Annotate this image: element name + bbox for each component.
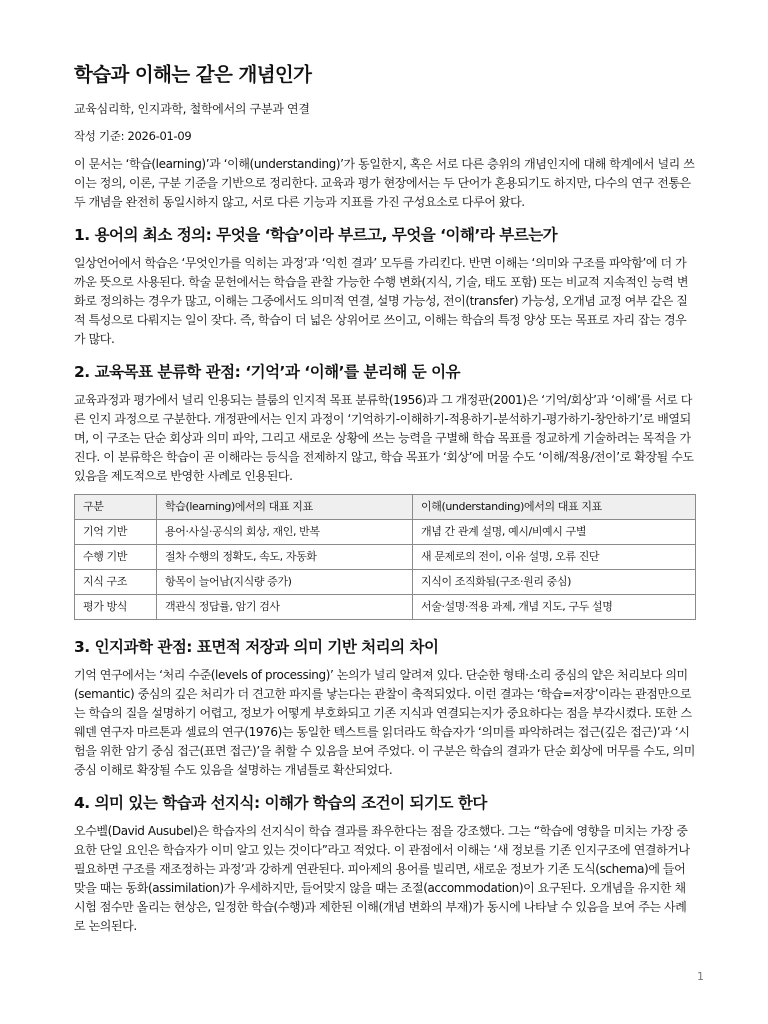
table-cell: 개념 간 관계 설명, 예시/비예시 구별 bbox=[413, 520, 696, 545]
table-cell: 기억 기반 bbox=[75, 520, 157, 545]
section-3-heading: 3. 인지과학 관점: 표면적 저장과 의미 기반 처리의 차이 bbox=[74, 638, 439, 656]
section-3-body: 기억 연구에서는 ‘처리 수준(levels of processing)’ 논의가 널리 알려져 있다. 단순한 형태·소리 중심의 얕은 처리보다 의미(semantic) 중심의 깊은 처리가 더 견고한 파지를 낳는다는 관찰이 축적되었다. 이런 결과는 ‘학습=저장’이라는 관점만으로는 학습의 질을 설명하기 어렵고, 정보가 어떻게 부호화되고 기존 지식과 연결되는지가 중요하다는 점을 부각시켰다. 또한 스웨덴 연구자 마르톤과 셀료의 연구(1976)는 동일한 텍스트를 읽더라도 학습자가 ‘의미를 파악하려는 접근(깊은 접근)’과 ‘시험을 위한 암기 중심 접근(표면 접근)’을 취할 수 있음을 보여 주었다. 이 구분은 학습의 결과가 단순 회상에 머무를 수도, 의미 중심 이해로 확장될 수도 있음을 설명하는 개념틀로 확산되었다. bbox=[74, 668, 695, 777]
table-cell: 지식 구조 bbox=[75, 570, 157, 595]
section-4-body: 오수벨(David Ausubel)은 학습자의 선지식이 학습 결과를 좌우한다는 점을 강조했다. 그는 “학습에 영향을 미치는 가장 중요한 단일 요인은 학습자가 이미 알고 있는 것이다”라고 적었다. 이 관점에서 이해는 ‘새 정보를 기존 인지구조에 연결하거나 필요하면 구조를 재조정하는 과정’과 강하게 연관된다. 피아제의 용어를 빌리면, 새로운 정보가 기존 도식(schema)에 들어맞을 때는 동화(assimilation)가 우세하지만, 들어맞지 않을 때는 조절(accommodation)이 요구된다. 오개념을 유지한 채 시험 점수만 올리는 현상은, 일정한 학습(수행)과 제한된 이해(개념 변화의 부재)가 동시에 나타날 수 있음을 보여 주는 사례로 논의된다. bbox=[74, 824, 690, 933]
table-header-row bbox=[75, 495, 696, 520]
section-2-heading: 2. 교육목표 분류학 관점: ‘기억’과 ‘이해’를 분리해 둔 이유 bbox=[74, 363, 461, 381]
table-row bbox=[75, 595, 696, 620]
table-cell: 절차 수행의 정확도, 속도, 자동화 bbox=[157, 545, 413, 570]
table-row bbox=[75, 520, 696, 545]
table-cell: 항목이 늘어남(지식량 증가) bbox=[157, 570, 413, 595]
table-header-cell: 이해(understanding)에서의 대표 지표 bbox=[413, 495, 696, 520]
table-cell: 용어·사실·공식의 회상, 재인, 반복 bbox=[157, 520, 413, 545]
document-subtitle: 교육심리학, 인지과학, 철학에서의 구분과 연결 bbox=[74, 102, 310, 116]
table-cell: 서술·설명·적용 과제, 개념 지도, 구두 설명 bbox=[413, 595, 696, 620]
table-cell: 평가 방식 bbox=[75, 595, 157, 620]
section-4-heading: 4. 의미 있는 학습과 선지식: 이해가 학습의 조건이 되기도 한다 bbox=[74, 794, 487, 812]
table-row bbox=[75, 545, 696, 570]
section-2-body: 교육과정과 평가에서 널리 인용되는 블룸의 인지적 목표 분류학(1956)과 그 개정판(2001)은 ‘기억/회상’과 ‘이해’를 서로 다른 인지 과정으로 구분한다. 개정판에서는 인지 과정이 ‘기억하기-이해하기-적용하기-분석하기-평가하기-창안하기’로 배열되며, 이 구조는 단순 회상과 의미 파악, 그리고 새로운 상황에 쓰는 능력을 구별해 학습 목표를 정교하게 기술하려는 목적을 가진다. 이 분류학은 학습이 곧 이해라는 등식을 전제하지 않고, 학습 목표가 ‘회상’에 머물 수도 ‘이해/적용/전이’로 확장될 수도 있음을 제도적으로 반영한 사례로 인용된다. bbox=[74, 393, 694, 483]
section-1-heading: 1. 용어의 최소 정의: 무엇을 ‘학습’이라 부르고, 무엇을 ‘이해’라 부르는가 bbox=[74, 226, 558, 244]
document-page bbox=[74, 62, 696, 944]
document-title: 학습과 이해는 같은 개념인가 bbox=[74, 63, 312, 86]
page-number: 1 bbox=[697, 970, 704, 983]
table-header-cell: 구분 bbox=[75, 495, 157, 520]
comparison-table bbox=[74, 494, 696, 620]
table-row bbox=[75, 570, 696, 595]
section-1-body: 일상언어에서 학습은 ‘무엇인가를 익히는 과정’과 ‘익힌 결과’ 모두를 가리킨다. 반면 이해는 ‘의미와 구조를 파악함’에 더 가까운 뜻으로 사용된다. 학술 문헌에서는 학습을 관찰 가능한 수행 변화(지식, 기술, 태도 포함) 또는 비교적 지속적인 능력 변화로 정의하는 경우가 많고, 이해는 그중에서도 의미적 연결, 설명 가능성, 전이(transfer) 가능성, 오개념 교정 여부 같은 질적 특성으로 다뤄지는 일이 잦다. 즉, 학습이 더 넓은 상위어로 쓰이고, 이해는 학습의 특정 양상 또는 목표로 자리 잡는 경우가 많다. bbox=[74, 256, 689, 346]
document-date: 작성 기준: 2026-01-09 bbox=[74, 129, 192, 143]
table-header-cell: 학습(learning)에서의 대표 지표 bbox=[157, 495, 413, 520]
table-cell: 새 문제로의 전이, 이유 설명, 오류 진단 bbox=[413, 545, 696, 570]
table-cell: 수행 기반 bbox=[75, 545, 157, 570]
intro-paragraph: 이 문서는 ‘학습(learning)’과 ‘이해(understanding)’가 동일한지, 혹은 서로 다른 층위의 개념인지에 대해 학계에서 널리 쓰이는 정의, 이론, 구분 기준을 기반으로 정리한다. 교육과 평가 현장에서는 두 단어가 혼용되기도 하지만, 다수의 연구 전통은 두 개념을 완전히 동일시하지 않고, 서로 다른 기능과 지표를 가진 구성요소로 다루어 왔다. bbox=[74, 157, 695, 209]
table-cell: 객관식 정답률, 암기 검사 bbox=[157, 595, 413, 620]
table-cell: 지식이 조직화됨(구조·원리 중심) bbox=[413, 570, 696, 595]
